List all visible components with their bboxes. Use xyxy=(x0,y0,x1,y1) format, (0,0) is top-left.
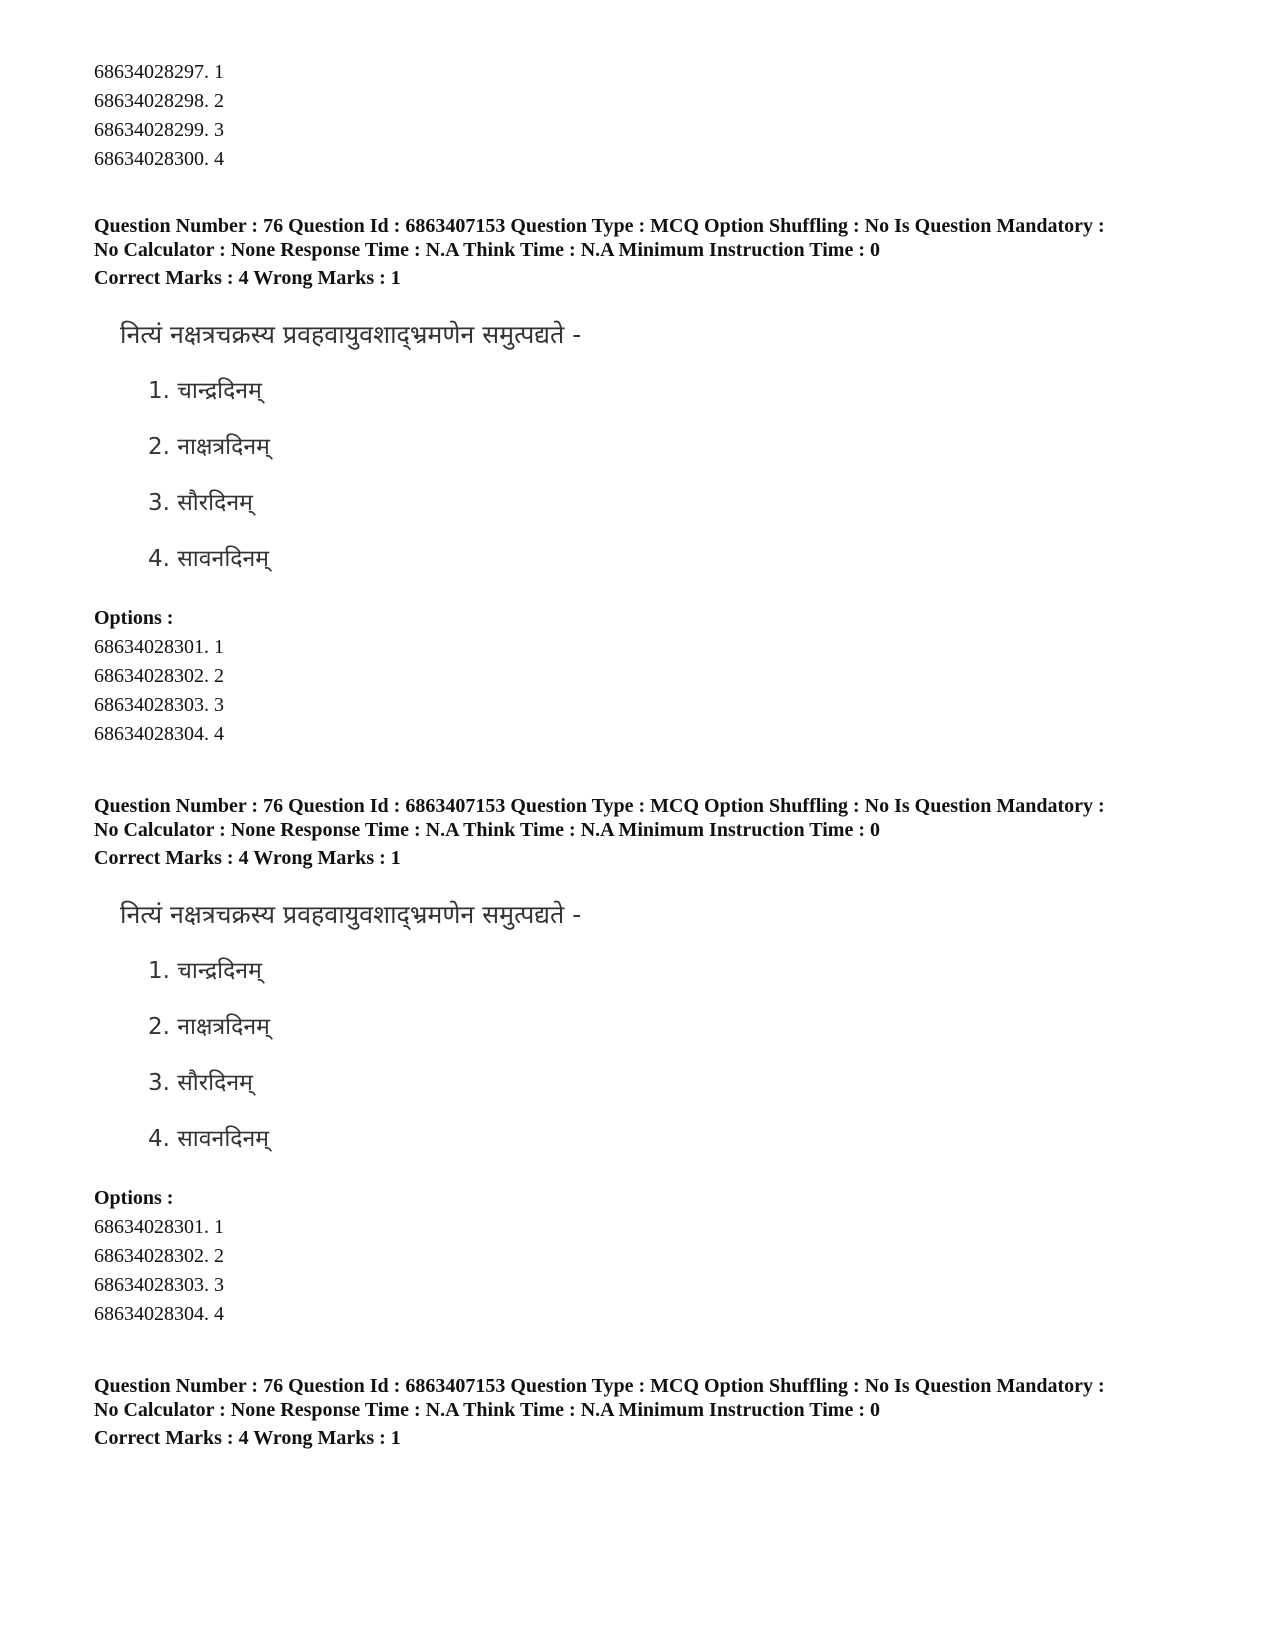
question-marks: Correct Marks : 4 Wrong Marks : 1 xyxy=(94,847,401,869)
options-label: Options : xyxy=(94,607,174,629)
option-line: 68634028303. 3 xyxy=(94,1274,224,1296)
option-line: 68634028301. 1 xyxy=(94,636,224,658)
choice-3: 3. सौरदिनम् xyxy=(148,1070,253,1096)
question-header xyxy=(94,1374,1214,1450)
choice-4: 4. सावनदिनम् xyxy=(148,1126,270,1152)
choice-2: 2. नाक्षत्रदिनम् xyxy=(148,1014,270,1040)
choice-3: 3. सौरदिनम् xyxy=(148,490,253,516)
option-line: 68634028297. 1 xyxy=(94,61,224,83)
option-line: 68634028304. 4 xyxy=(94,1303,224,1325)
choice-2: 2. नाक्षत्रदिनम् xyxy=(148,434,270,460)
question-meta-line: No Calculator : None Response Time : N.A Think Time : N.A Minimum Instruction Time : 0 xyxy=(94,1399,880,1421)
option-line: 68634028304. 4 xyxy=(94,723,224,745)
previous-options-list xyxy=(94,58,1214,174)
question-meta-line: No Calculator : None Response Time : N.A Think Time : N.A Minimum Instruction Time : 0 xyxy=(94,239,880,261)
choice-1: 1. चान्द्रदिनम् xyxy=(148,378,262,404)
choice-4: 4. सावनदिनम् xyxy=(148,546,270,572)
option-line: 68634028298. 2 xyxy=(94,90,224,112)
options-label: Options : xyxy=(94,1187,174,1209)
option-line: 68634028303. 3 xyxy=(94,694,224,716)
option-line: 68634028302. 2 xyxy=(94,665,224,687)
question-stem: नित्यं नक्षत्रचक्रस्य प्रवहवायुवशाद्भ्रमणेन समुत्पद्यते - xyxy=(120,320,582,349)
question-marks: Correct Marks : 4 Wrong Marks : 1 xyxy=(94,267,401,289)
question-stem: नित्यं नक्षत्रचक्रस्य प्रवहवायुवशाद्भ्रमणेन समुत्पद्यते - xyxy=(120,900,582,929)
option-line: 68634028299. 3 xyxy=(94,119,224,141)
options-section xyxy=(94,604,1214,749)
option-line: 68634028300. 4 xyxy=(94,148,224,170)
question-header xyxy=(94,794,1214,870)
question-marks: Correct Marks : 4 Wrong Marks : 1 xyxy=(94,1427,401,1449)
question-meta-line: Question Number : 76 Question Id : 6863407153 Question Type : MCQ Option Shuffling : No Is Question Mandatory : xyxy=(94,1375,1105,1397)
question-image xyxy=(120,900,581,1154)
options-section xyxy=(94,1184,1214,1329)
question-meta-line: Question Number : 76 Question Id : 6863407153 Question Type : MCQ Option Shuffling : No Is Question Mandatory : xyxy=(94,795,1105,817)
option-line: 68634028302. 2 xyxy=(94,1245,224,1267)
question-header xyxy=(94,214,1214,290)
question-image xyxy=(120,320,581,574)
question-meta-line: No Calculator : None Response Time : N.A Think Time : N.A Minimum Instruction Time : 0 xyxy=(94,819,880,841)
choice-1: 1. चान्द्रदिनम् xyxy=(148,958,262,984)
option-line: 68634028301. 1 xyxy=(94,1216,224,1238)
question-meta-line: Question Number : 76 Question Id : 6863407153 Question Type : MCQ Option Shuffling : No Is Question Mandatory : xyxy=(94,215,1105,237)
